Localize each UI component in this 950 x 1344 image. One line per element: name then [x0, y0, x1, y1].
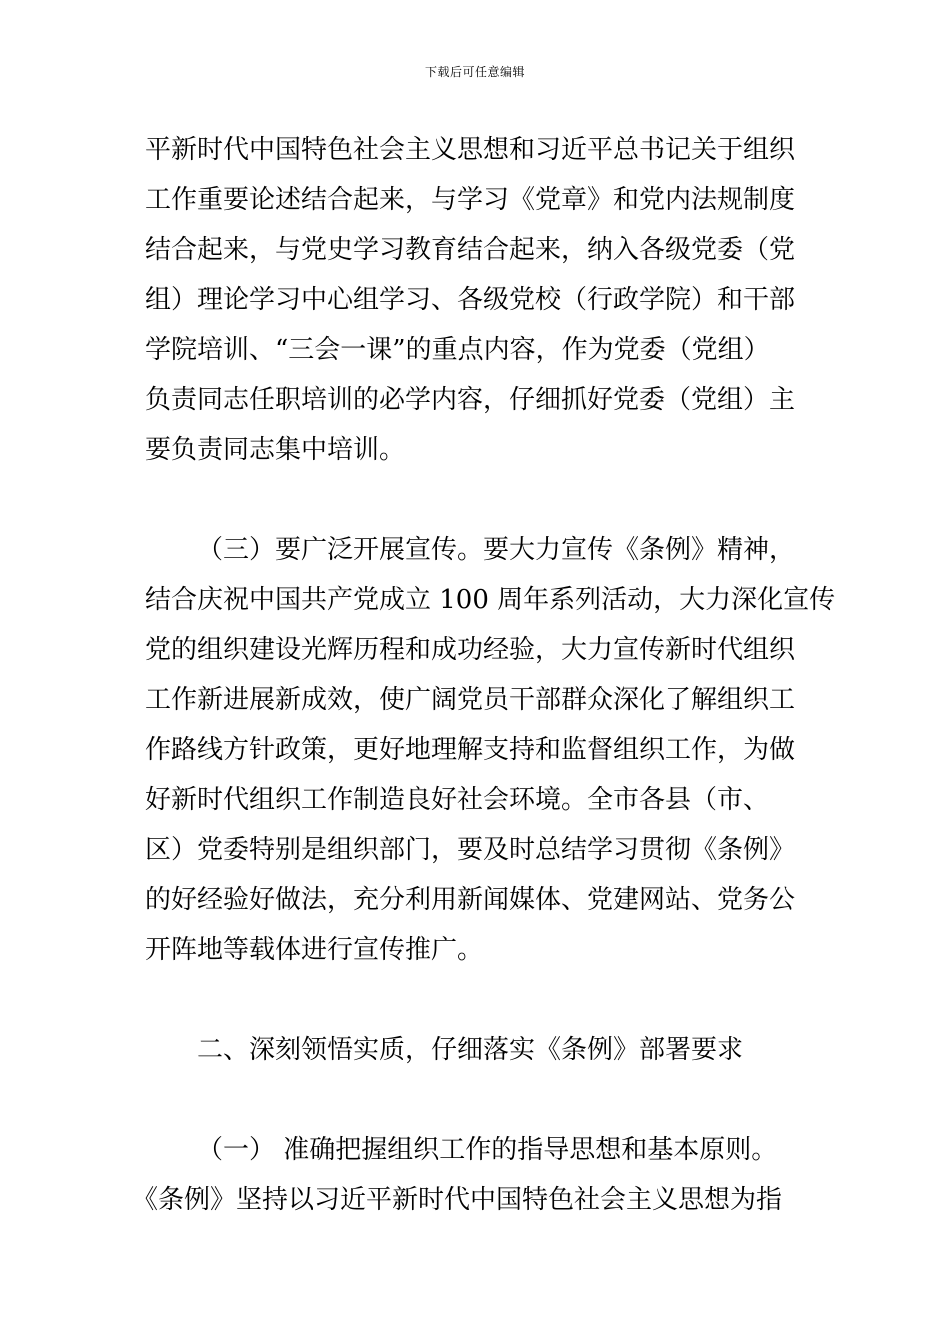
text-line-indented: （三）要广泛开展宣传。要大力宣传《条例》精神， — [197, 535, 796, 565]
text-line: 工作新进展新成效，使广阔党员干部群众深化了解组织工 — [145, 685, 796, 715]
text-line: 组）理论学习中心组学习、各级党校（行政学院）和干部 — [145, 285, 796, 315]
page-header: 下载后可任意编辑 — [424, 65, 525, 79]
text-line: 学院培训、“三会一课”的重点内容，作为党委（党组） — [145, 335, 770, 365]
text-line: 结合起来，与党史学习教育结合起来，纳入各级党委（党 — [145, 235, 796, 265]
text-line: 作路线方针政策，更好地理解支持和监督组织工作，为做 — [145, 735, 796, 765]
text-line: 好新时代组织工作制造良好社会环境。全市各县（市、 — [145, 785, 770, 815]
text-line: 工作重要论述结合起来，与学习《党章》和党内法规制度 — [145, 185, 796, 215]
section-heading: 二、深刻领悟实质，仔细落实《条例》部署要求 — [197, 1035, 744, 1065]
text-line: 要负责同志集中培训。 — [145, 435, 406, 465]
text-line: 党的组织建设光辉历程和成功经验，大力宣传新时代组织 — [145, 635, 796, 665]
text-line: 的好经验好做法，充分利用新闻媒体、党建网站、党务公 — [145, 885, 796, 915]
text-line: 《条例》坚持以习近平新时代中国特色社会主义思想为指 — [132, 1185, 783, 1215]
text-line: 结合庆祝中国共产党成立 100 周年系列活动，大力深化宣传 — [145, 585, 836, 615]
text-line: 开阵地等载体进行宣传推广。 — [145, 935, 484, 965]
text-line: 平新时代中国特色社会主义思想和习近平总书记关于组织 — [145, 135, 796, 165]
text-line: 负责同志任职培训的必学内容，仔细抓好党委（党组）主 — [145, 385, 796, 415]
text-line-indented: （一） 准确把握组织工作的指导思想和基本原则。 — [197, 1135, 778, 1165]
text-line: 区）党委特别是组织部门，要及时总结学习贯彻《条例》 — [145, 835, 796, 865]
